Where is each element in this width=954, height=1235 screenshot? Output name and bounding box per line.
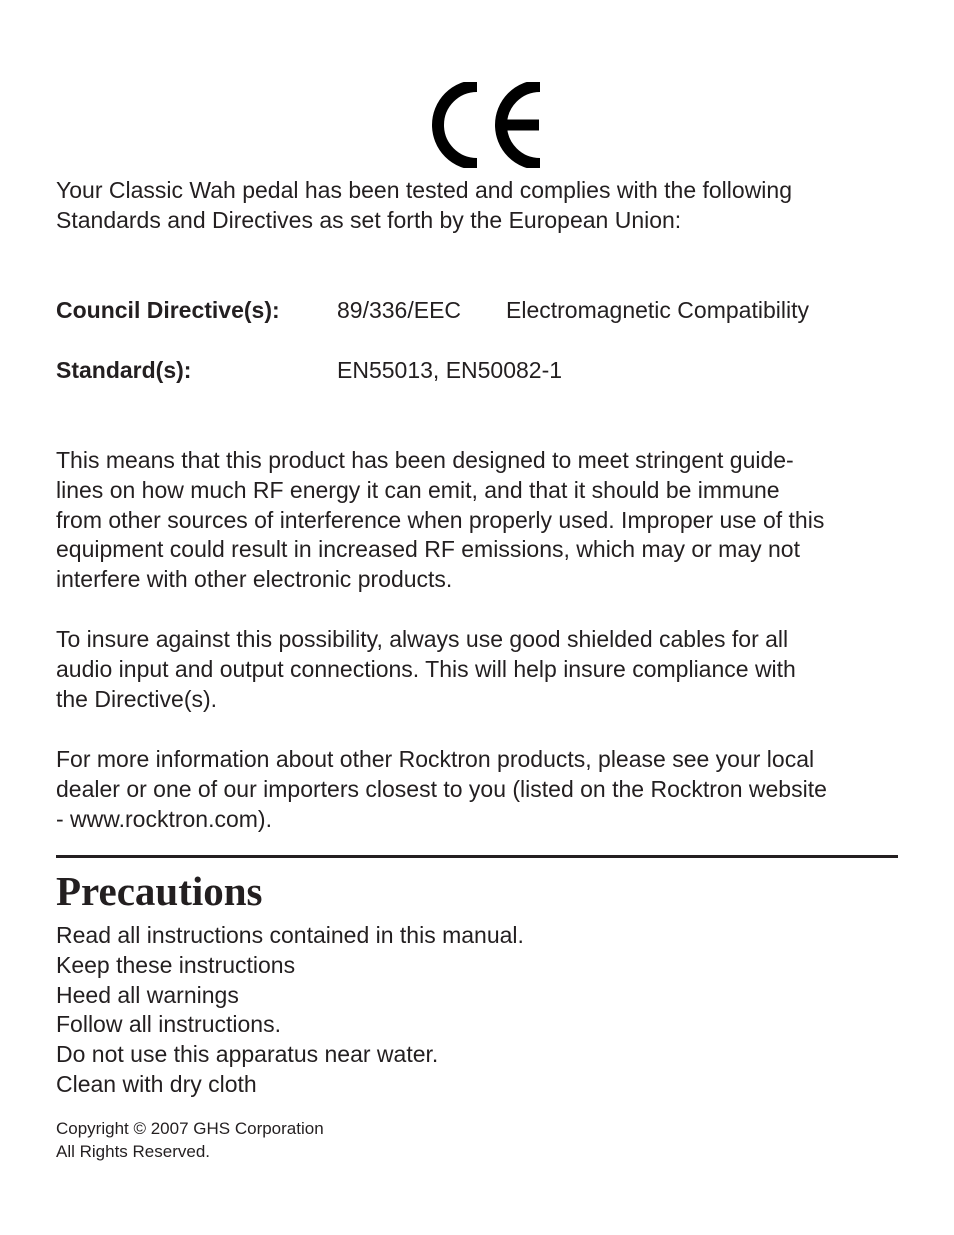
text-line: - www.rocktron.com). [56, 805, 272, 832]
rf-compliance-paragraph [56, 446, 906, 595]
text-line: from other sources of interference when properly used. Improper use of this [56, 506, 825, 533]
section-divider [56, 855, 898, 858]
intro-paragraph [56, 176, 906, 236]
text-line: interfere with other electronic products. [56, 566, 453, 593]
ce-conformity-mark-icon [431, 82, 543, 168]
copyright-notice [56, 1117, 324, 1163]
text-line: dealer or one of our importers closest to you (listed on the Rocktron website [56, 775, 827, 802]
text-line: Standards and Directives as set forth by the European Union: [56, 206, 682, 233]
text-line: audio input and output connections. This will help insure compliance with [56, 655, 796, 682]
text-line: This means that this product has been designed to meet stringent guide- [56, 447, 794, 473]
list-item: Clean with dry cloth [56, 1070, 257, 1097]
council-directive-description: Electromagnetic Compatibility [506, 297, 809, 323]
text-line: Your Classic Wah pedal has been tested and complies with the following [56, 177, 792, 203]
text-line: equipment could result in increased RF emissions, which may or may not [56, 536, 800, 563]
precautions-heading: Precautions [56, 868, 263, 914]
text-line: the Directive(s). [56, 685, 218, 712]
text-line: lines on how much RF energy it can emit, and that it should be immune [56, 476, 780, 503]
standards-value: EN55013, EN50082-1 [337, 357, 563, 383]
text-line: For more information about other Rocktron products, please see your local [56, 746, 815, 772]
text-line: To insure against this possibility, always use good shielded cables for all [56, 626, 789, 652]
more-info-paragraph [56, 745, 906, 834]
rights-line: All Rights Reserved. [56, 1142, 211, 1161]
list-item: Do not use this apparatus near water. [56, 1041, 439, 1068]
list-item: Follow all instructions. [56, 1011, 281, 1038]
list-item: Heed all warnings [56, 981, 239, 1008]
shielded-cables-paragraph [56, 625, 906, 714]
list-item: Read all instructions contained in this manual. [56, 922, 524, 948]
precautions-list [56, 921, 524, 1100]
list-item: Keep these instructions [56, 951, 296, 978]
copyright-line: Copyright © 2007 GHS Corporation [56, 1119, 324, 1138]
council-directive-code: 89/336/EEC [337, 297, 462, 323]
standards-label: Standard(s): [56, 357, 192, 383]
council-directive-label: Council Directive(s): [56, 297, 280, 323]
